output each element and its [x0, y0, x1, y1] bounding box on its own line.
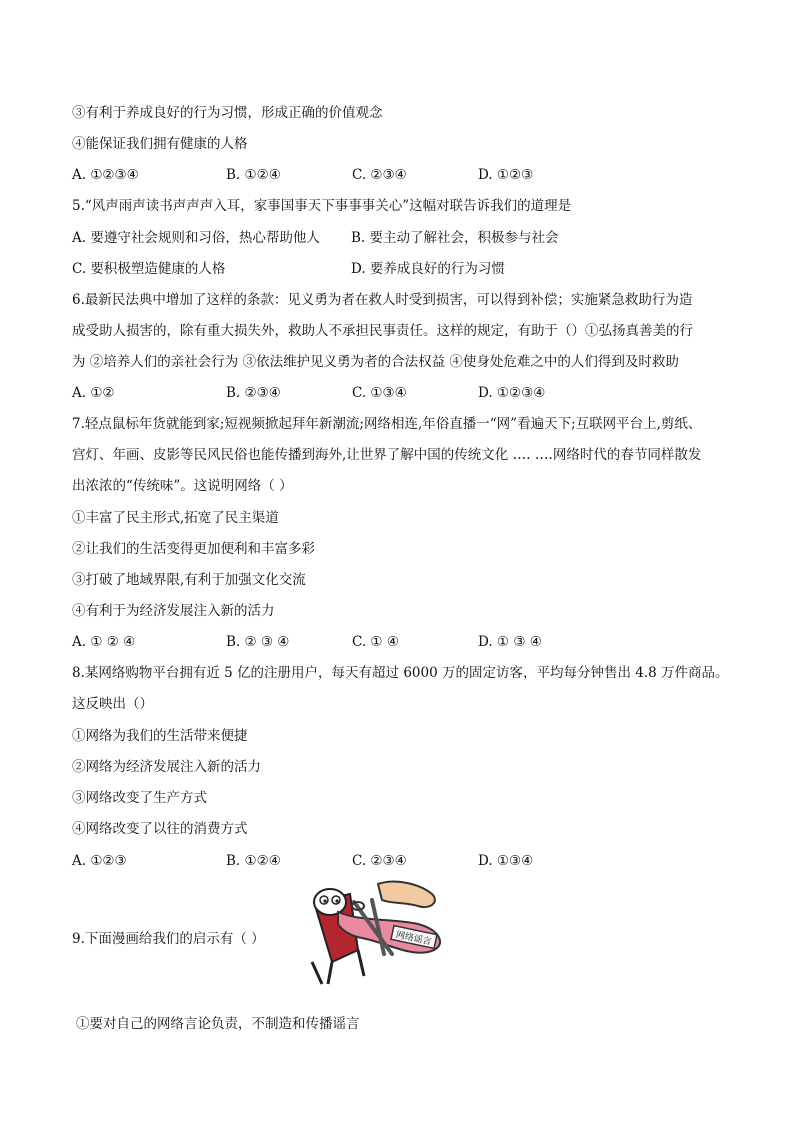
q7-option-b: B. ② ③ ④ — [226, 634, 290, 650]
q8-item-2: ②网络为经济发展注入新的活力 — [72, 759, 261, 775]
q6-stem-line2: 成受助人损害的，除有重大损失外，救助人不承担民事责任。这样的规定，有助于（）①弘扬真善美的行 — [72, 323, 693, 339]
q5-options-row2 — [72, 259, 722, 279]
q7-stem-line2: 宫灯、年画、皮影等民风民俗也能传播到海外,让世界了解中国的传统文化 ‥‥ ‥‥网络时代的春节同样散发 — [72, 447, 702, 463]
rumor-cartoon-illustration — [292, 880, 454, 990]
q6-stem-line3: 为 ②培养人们的亲社会行为 ③依法维护见义勇为者的合法权益 ④使身处危难之中的人们得到及时救助 — [72, 354, 679, 370]
q8-stem-line1: 8.某网络购物平台拥有近 5 亿的注册用户，每天有超过 6000 万的固定访客，平均每分钟售出 4.8 万件商品。 — [72, 665, 729, 681]
q8-option-c: C. ②③④ — [352, 853, 407, 869]
q7-item-4: ④有利于为经济发展注入新的活力 — [72, 603, 275, 619]
q4-option-c: C. ②③④ — [352, 167, 407, 183]
cartoon-label-text: 网络谣言 — [394, 930, 433, 948]
q8-option-d: D. ①③④ — [478, 853, 534, 869]
q8-option-b: B. ①②④ — [226, 853, 281, 869]
q6-option-c: C. ①③④ — [352, 385, 407, 401]
q7-item-1: ①丰富了民主形式,拓宽了民主渠道 — [72, 510, 279, 526]
q8-item-1: ①网络为我们的生活带来便捷 — [72, 728, 248, 744]
q8-stem-line2: 这反映出（） — [72, 696, 153, 712]
q5-stem: 5.“风声雨声读书声声声入耳，家事国事天下事事事关心”这幅对联告诉我们的道理是 — [72, 198, 572, 214]
q5-options-row1 — [72, 228, 722, 248]
q8-options — [72, 851, 722, 871]
rumor-cartoon-svg — [292, 880, 454, 990]
q8-item-4: ④网络改变了以往的消费方式 — [72, 821, 248, 837]
q4-option-a: A. ①②③④ — [72, 167, 139, 183]
q5-option-c: C. 要积极塑造健康的人格 — [72, 261, 226, 277]
q9-stem: 9.下面漫画给我们的启示有（ ） — [72, 931, 265, 947]
q8-option-a: A. ①②③ — [72, 853, 127, 869]
q7-stem-line3: 出浓浓的“传统味”。这说明网络（ ） — [72, 478, 293, 494]
q6-stem-line1: 6.最新民法典中增加了这样的条款：见义勇为者在救人时受到损害，可以得到补偿；实施紧急救助行为造 — [72, 292, 693, 308]
q6-option-a: A. ①② — [72, 385, 115, 401]
q7-item-3: ③打破了地域界限,有利于加强文化交流 — [72, 572, 306, 588]
q7-options — [72, 632, 722, 652]
q5-option-b: B. 要主动了解社会，积极参与社会 — [351, 230, 559, 246]
q6-option-d: D. ①②③④ — [478, 385, 546, 401]
q4-option-d: D. ①②③ — [478, 167, 534, 183]
q6-options — [72, 383, 722, 403]
q8-item-3: ③网络改变了生产方式 — [72, 790, 207, 806]
q4-item-3: ③有利于养成良好的行为习惯，形成正确的价值观念 — [72, 105, 383, 121]
q4-option-b: B. ①②④ — [226, 167, 281, 183]
q5-option-d: D. 要养成良好的行为习惯 — [351, 261, 505, 277]
q5-option-a: A. 要遵守社会规则和习俗，热心帮助他人 — [72, 230, 320, 246]
q9-item-1: ①要对自己的网络言论负责，不制造和传播谣言 — [76, 1016, 360, 1032]
q7-option-c: C. ① ④ — [352, 634, 399, 650]
q4-item-4: ④能保证我们拥有健康的人格 — [72, 136, 248, 152]
q7-stem-line1: 7.轻点鼠标年货就能到家;短视频掀起拜年新潮流;网络相连,年俗直播一“网”看遍天下;互联网平台上,剪纸、 — [72, 416, 702, 432]
q7-option-d: D. ① ③ ④ — [478, 634, 542, 650]
q7-option-a: A. ① ② ④ — [72, 634, 136, 650]
q7-item-2: ②让我们的生活变得更加便利和丰富多彩 — [72, 541, 315, 557]
q4-options — [72, 165, 722, 185]
q6-option-b: B. ②③④ — [226, 385, 281, 401]
